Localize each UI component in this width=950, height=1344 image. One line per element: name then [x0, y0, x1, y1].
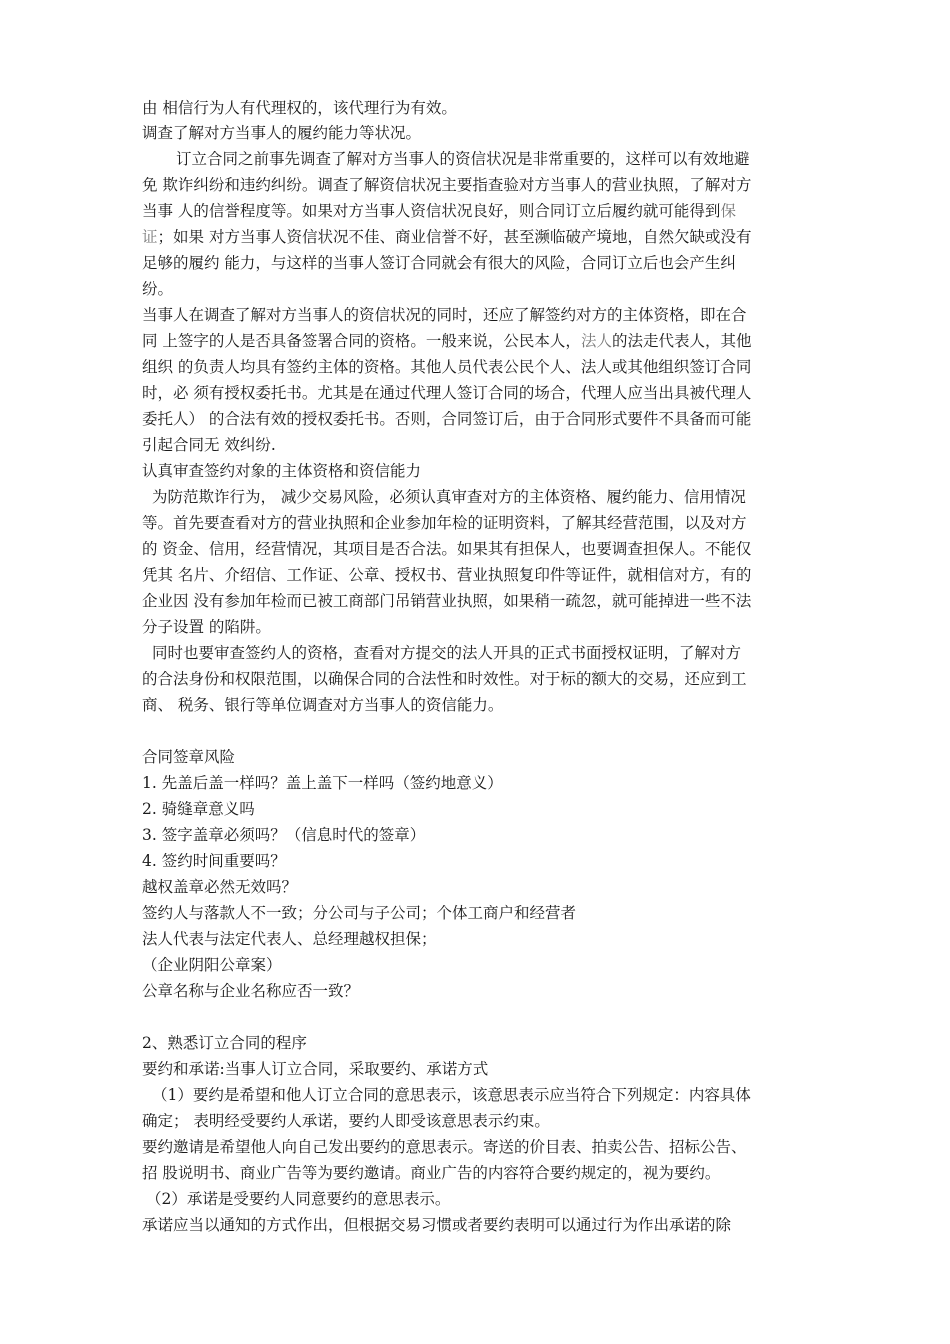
text-line: （2）承诺是受要约人同意要约的意思表示。	[146, 1190, 451, 1208]
section-contract-procedure	[142, 1030, 822, 1238]
text-line	[142, 328, 822, 354]
section-heading: 合同签章风险	[142, 748, 236, 766]
section-heading: 调查了解对方当事人的履约能力等状况。	[142, 124, 422, 142]
text-line: 当事人在调查了解对方当事人的资信状况的同时，还应了解签约对方的主体资格，即在合	[142, 306, 747, 324]
list-item: 1. 先盖后盖一样吗？盖上盖下一样吗（签约地意义）	[142, 774, 503, 792]
text-line: 招 股说明书、商业广告等为要约邀请。商业广告的内容符合要约规定的，视为要约。	[142, 1164, 721, 1182]
text-span: 当事 人的信誉程度等。如果对方当事人资信状况良好，则合同订立后履约就可能得到	[142, 202, 721, 220]
text-line: 要约和承诺:当事人订立合同，采取要约、承诺方式	[142, 1060, 489, 1078]
text-line: 委托人） 的合法有效的授权委托书。否则，合同签订后，由于合同形式要件不具备而可能	[142, 410, 752, 428]
text-line: 同时也要审查签约人的资格，查看对方提交的法人开具的正式书面授权证明，了解对方	[152, 644, 742, 662]
text-line: 足够的履约 能力，与这样的当事人签订合同就会有很大的风险，合同订立后也会产生纠	[142, 254, 736, 272]
section-seal-risk	[142, 744, 822, 1004]
text-line: 要约邀请是希望他人向自己发出要约的意思表示。寄送的价目表、拍卖公告、招标公告、	[142, 1138, 747, 1156]
text-line: 纷。	[142, 280, 174, 298]
list-item: 3. 签字盖章必须吗？（信息时代的签章）	[142, 826, 426, 844]
text-line: 由 相信行为人有代理权的，该代理行为有效。	[142, 99, 457, 117]
text-line: 确定； 表明经受要约人承诺，要约人即受该意思表示约束。	[142, 1112, 550, 1130]
list-item: 2. 骑缝章意义吗	[142, 800, 255, 818]
paragraph-fraud-prevention	[142, 484, 822, 640]
text-span-light: 保	[720, 202, 736, 220]
paragraph-credit-check	[142, 146, 822, 302]
text-line: 为防范欺诈行为， 减少交易风险，必须认真审查对方的主体资格、履约能力、信用情况	[152, 488, 746, 506]
section-heading: 2、熟悉订立合同的程序	[142, 1034, 307, 1052]
text-line: 签约人与落款人不一致；分公司与子公司；个体工商户和经营者	[142, 904, 577, 922]
text-line: 越权盖章必然无效吗？	[142, 878, 298, 896]
text-line	[142, 224, 822, 250]
text-line: 引起合同无 效纠纷.	[142, 436, 276, 454]
text-line: 企业因 没有参加年检而已被工商部门吊销营业执照，如果稍一疏忽，就可能掉进一些不法	[142, 592, 752, 610]
text-line: 订立合同之前事先调查了解对方当事人的资信状况是非常重要的，这样可以有效地避	[176, 150, 750, 168]
text-span-light: 证	[142, 228, 158, 246]
list-item: 4. 签约时间重要吗？	[142, 852, 286, 870]
text-line	[142, 198, 822, 224]
text-line: 时，必 须有授权委托书。尤其是在通过代理人签订合同的场合，代理人应当出具被代理人	[142, 384, 752, 402]
text-line: 承诺应当以通知的方式作出，但根据交易习惯或者要约表明可以通过行为作出承诺的除	[142, 1216, 732, 1234]
text-line: 公章名称与企业名称应否一致？	[142, 982, 360, 1000]
text-line: 凭其 名片、介绍信、工作证、公章、授权书、营业执照复印件等证件，就相信对方，有的	[142, 566, 752, 584]
text-line: 商、 税务、银行等单位调查对方当事人的资信能力。	[142, 696, 504, 714]
text-span: 的法走代表人，其他	[611, 332, 752, 350]
section-heading: 认真审查签约对象的主体资格和资信能力	[142, 462, 422, 480]
text-span-light: 法人	[580, 332, 612, 350]
text-line: 分子设置 的陷阱。	[142, 618, 271, 636]
text-line: 免 欺诈纠纷和违约纠纷。调查了解资信状况主要指查验对方当事人的营业执照，了解对方	[142, 176, 752, 194]
text-line: （1）要约是希望和他人订立合同的意思表示，该意思表示应当符合下列规定：内容具体	[152, 1086, 751, 1104]
text-line: 法人代表与法定代表人、总经理越权担保；	[142, 930, 437, 948]
text-span: ；如果 对方当事人资信状况不佳、商业信誉不好，甚至濒临破产境地，自然欠缺或没有	[157, 228, 752, 246]
text-line: 等。首先要查看对方的营业执照和企业参加年检的证明资料，了解其经营范围，以及对方	[142, 514, 747, 532]
paragraph-signatory-review	[142, 640, 822, 718]
spacer	[142, 1004, 822, 1030]
text-line: （企业阴阳公章案）	[142, 956, 282, 974]
spacer	[142, 718, 822, 744]
paragraph-subject-qualification	[142, 302, 822, 458]
text-line: 组织 的负责人均具有签约主体的资格。其他人员代表公民个人、法人或其他组织签订合同	[142, 358, 752, 376]
text-line: 的 资金、信用，经营情况，其项目是否合法。如果其有担保人，也要调查担保人。不能仅	[142, 540, 752, 558]
text-span: 同 上签字的人是否具备签署合同的资格。一般来说，公民本人，	[142, 332, 581, 350]
document-body	[142, 96, 822, 1238]
text-line: 的合法身份和权限范围，以确保合同的合法性和时效性。对于标的额大的交易，还应到工	[142, 670, 747, 688]
